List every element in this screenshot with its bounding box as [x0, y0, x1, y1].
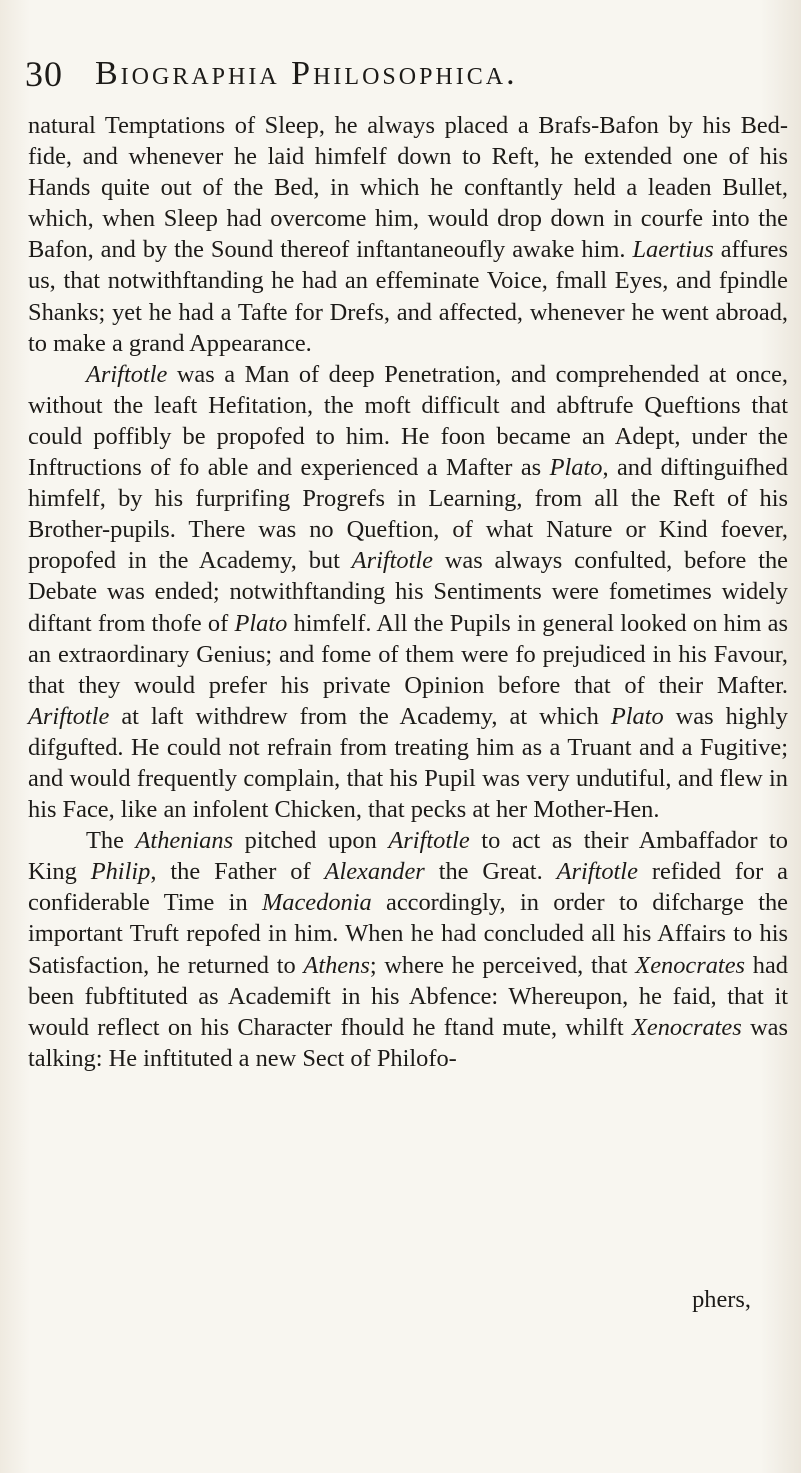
text-run: himfelf. All the Pupils in general looked on him as an extraordinary Genius; and fome of them were fo prejudiced in his Favour, that they would prefer his private Opinion before that of their Mafter. — [28, 609, 789, 699]
text-run: was talking: He inftituted a new Sect of Philofo- — [28, 1013, 788, 1072]
text-run: refided for a confiderable Time in — [28, 858, 788, 917]
italic-text: Ariftotle — [556, 858, 638, 886]
paragraph — [28, 110, 788, 359]
running-title: Biographia Philosophica. — [95, 55, 518, 92]
italic-text: Philip — [90, 858, 151, 886]
text-run: , the Father of — [150, 858, 325, 886]
page-header — [25, 52, 785, 100]
italic-text: Macedonia — [261, 889, 372, 917]
italic-text: Athens — [303, 951, 370, 979]
text-run: had been fubftituted as Academift in his Abfence: Whereupon, he faid, that it would reflect on his Character fhould he ftand mute, whilft — [28, 951, 788, 1041]
text-run: natural Temptations of Sleep, he always placed a Brafs-Bafon by his Bed-fide, and whenever he laid himfelf down to Reft, he extended one of his Hands quite out of the Bed, in which he conftantly held a leaden Bullet, which, when Sleep had overcome him, would drop down in courfe into the Bafon, and by the Sound thereof inftantaneoufly awake him. — [28, 112, 788, 264]
text-run: accordingly, in order to difcharge the important Truft repofed in him. When he had concluded all his Affairs to his Satisfaction, he returned to — [28, 889, 789, 979]
paragraph — [28, 825, 788, 1074]
italic-text: Ariftotle — [351, 547, 433, 575]
text-run: affures us, that notwithftanding he had an effeminate Voice, fmall Eyes, and fpindle Shanks; yet he had a Tafte for Drefs, and affected, whenever he went abroad, to make a grand Appearance. — [28, 236, 788, 357]
text-run: pitched upon — [233, 827, 389, 855]
italic-text: Laertius — [632, 236, 714, 264]
page-number: 30 — [25, 54, 63, 94]
italic-text: Athenians — [135, 827, 234, 855]
catchword: phers, — [692, 1286, 751, 1313]
italic-text: Alexander — [324, 858, 425, 886]
text-run: to act as their Ambaffador to King — [28, 827, 788, 886]
italic-text: Xenocrates — [632, 1013, 742, 1041]
text-run: was highly difgufted. He could not refrain from treating him as a Truant and a Fugitive; and would frequently complain, that his Pupil was very undutiful, and flew in his Face, like an infolent Chicken, that pecks at her Mother-Hen. — [28, 702, 788, 824]
text-run: , and diftinguifhed himfelf, by his furprifing Progrefs in Learning, from all the Reft of his Brother-pupils. There was no Queftion, of what Nature or Kind foever, propofed in the Academy, but — [28, 454, 788, 575]
text-run: the Great. — [424, 858, 557, 886]
body-text — [28, 110, 788, 1074]
italic-text: Xenocrates — [635, 951, 746, 979]
text-run: at laft withdrew from the Academy, at which — [109, 702, 611, 730]
italic-text: Plato — [549, 454, 603, 482]
text-run: was always confulted, before the Debate was ended; notwithftanding his Sentiments were fometimes widely diftant from thofe of — [28, 547, 788, 637]
text-run: was a Man of deep Penetration, and comprehended at once, without the leaft Hefitation, the moft difficult and abftrufe Queftions that could poffibly be propofed to him. He foon became an Adept, under the Inftructions of fo able and experienced a Mafter as — [28, 360, 788, 482]
italic-text: Ariftotle — [388, 827, 470, 855]
text-run: The — [86, 827, 136, 855]
italic-text: Ariftotle — [28, 702, 110, 730]
paragraph — [28, 359, 788, 825]
italic-text: Plato — [234, 609, 288, 637]
text-run: ; where he perceived, that — [369, 951, 636, 979]
italic-text: Ariftotle — [86, 360, 168, 388]
italic-text: Plato — [610, 702, 664, 730]
